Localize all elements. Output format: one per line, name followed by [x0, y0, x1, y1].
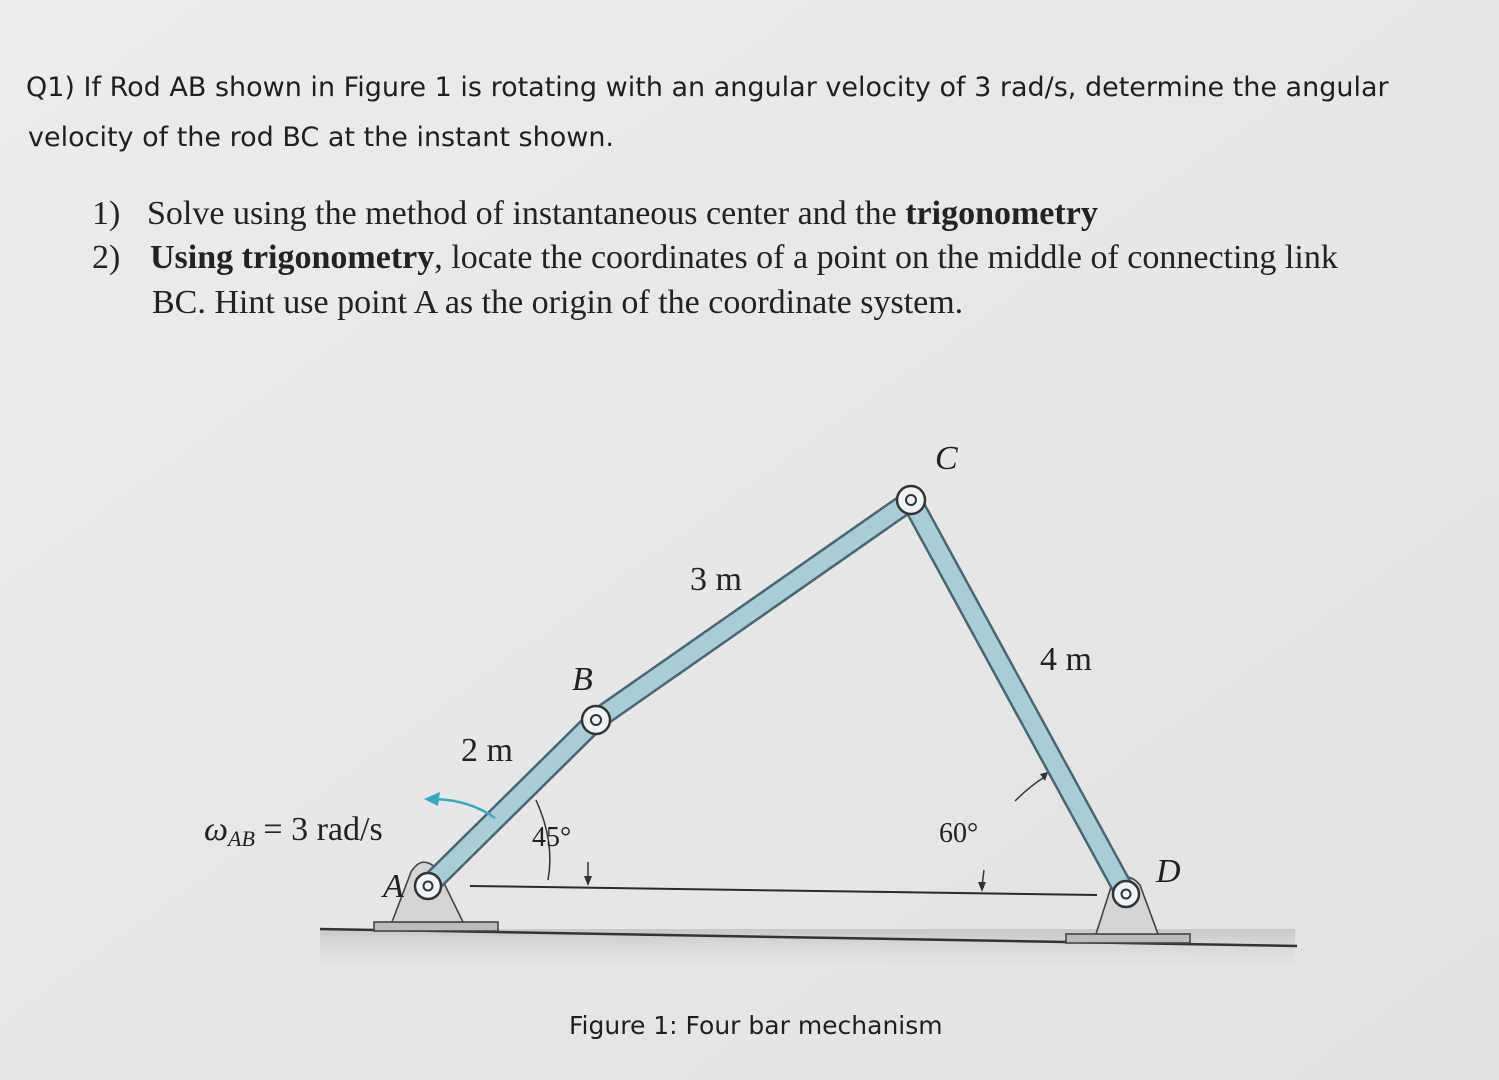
label-d: D [1156, 853, 1181, 890]
pin-d [1113, 881, 1139, 907]
task-1-plain: Solve using the method of instantaneous center and the [147, 195, 906, 232]
support-a-base [374, 922, 498, 931]
pin-c [897, 486, 925, 514]
label-a: A [383, 868, 404, 905]
support-d-base [1066, 934, 1190, 943]
task-2-number: 2) [92, 239, 121, 276]
task-2-plain: , locate the coordinates of a point on the middle of connecting link [434, 239, 1338, 276]
label-angle-45: 45° [532, 822, 572, 853]
label-angle-60: 60° [939, 818, 979, 849]
label-length-ab: 2 m [461, 732, 513, 769]
question-line-2: velocity of the rod BC at the instant shown. [28, 122, 615, 153]
pin-b-outer [582, 706, 610, 734]
question-line-1: Q1) If Rod AB shown in Figure 1 is rotating with an angular velocity of 3 rad/s, determine the angular [26, 72, 1389, 103]
task-2-bold: Using trigonometry [150, 239, 435, 276]
pin-b [582, 706, 610, 734]
pin-a-outer [415, 873, 441, 899]
task-1-text [147, 195, 1098, 232]
omega-value: = 3 rad/s [254, 811, 383, 848]
pin-d-outer [1113, 881, 1139, 907]
task-2-continuation: BC. Hint use point A as the origin of the coordinate system. [152, 284, 964, 321]
label-b: B [572, 661, 593, 698]
pin-a [415, 873, 441, 899]
omega-symbol: ω [204, 811, 229, 848]
label-length-bc: 3 m [690, 561, 742, 598]
task-1-bold: trigonometry [905, 195, 1098, 232]
task-2-text [150, 239, 1338, 276]
pin-c-outer [897, 486, 925, 514]
label-length-cd: 4 m [1040, 641, 1092, 678]
figure-caption: Figure 1: Four bar mechanism [569, 1011, 943, 1040]
omega-subscript: AB [228, 826, 255, 851]
task-1-number: 1) [92, 195, 121, 232]
label-c: C [935, 440, 958, 477]
